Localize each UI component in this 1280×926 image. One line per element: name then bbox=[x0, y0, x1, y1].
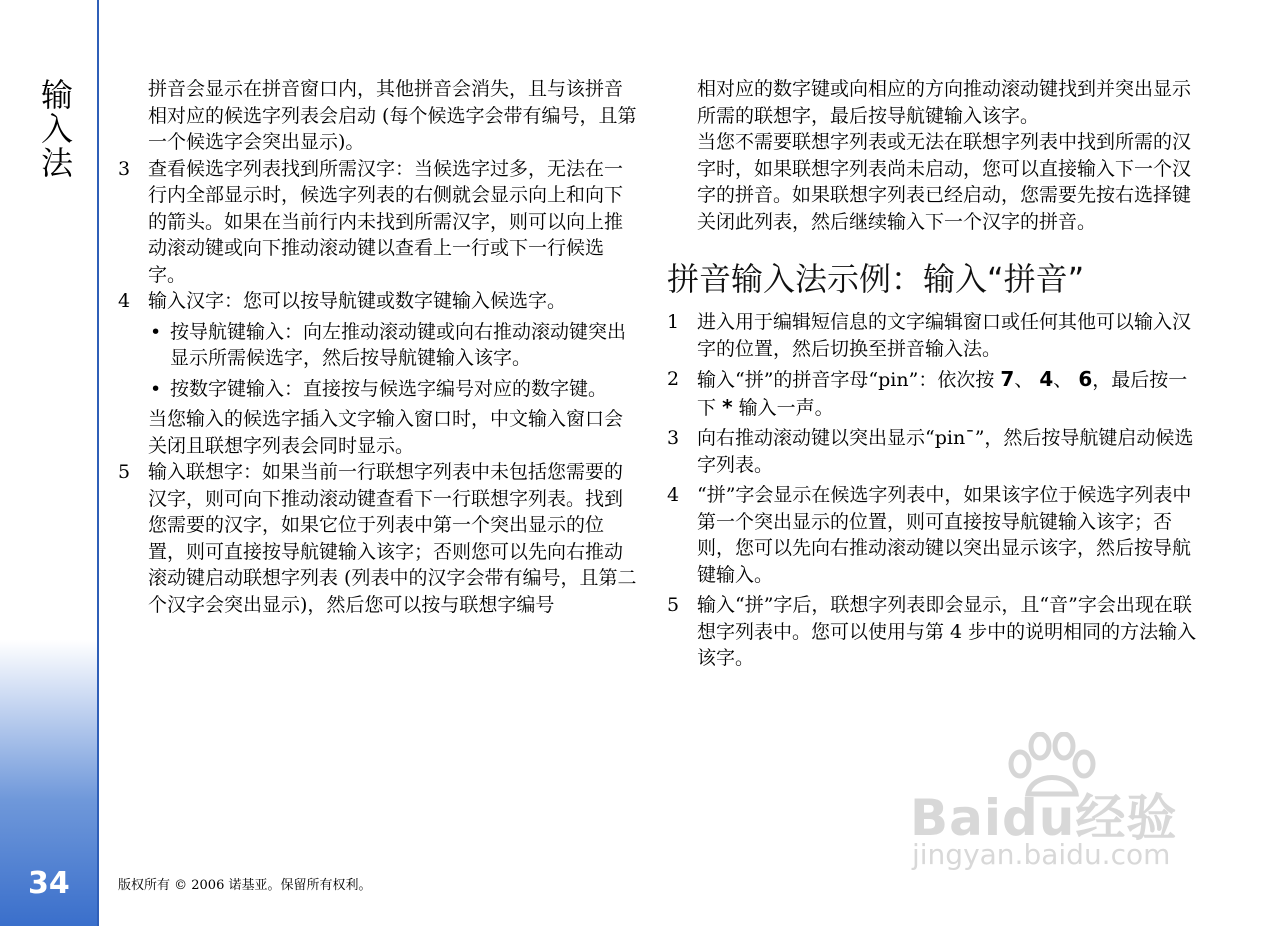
bullet-dot: • bbox=[150, 320, 162, 343]
watermark-logo: Baidu经验 bbox=[910, 789, 1178, 847]
key-4-icon: 4 bbox=[1039, 367, 1054, 391]
key-6-icon: 6 bbox=[1078, 367, 1093, 391]
section-title: 输入法 bbox=[36, 78, 74, 180]
separator: 、 bbox=[1014, 369, 1034, 391]
watermark-url: jingyan.baidu.com bbox=[912, 838, 1171, 871]
section-heading: 拼音输入法示例：输入“拼音” bbox=[667, 260, 1085, 298]
side-rule bbox=[97, 0, 99, 926]
example-step-2 bbox=[667, 366, 1197, 421]
bullet-text: 按数字键输入：直接按与候选字编号对应的数字键。 bbox=[170, 377, 608, 400]
continuation-paragraph: 相对应的数字键或向相应的方向推动滚动键找到并突出显示所需的联想字，最后按导航键输入该字。 bbox=[697, 78, 1192, 127]
step-number: 3 bbox=[667, 427, 680, 449]
example-step-5 bbox=[667, 592, 1197, 672]
step-4-note: 当您输入的候选字插入文字输入窗口时，中文输入窗口会关闭且联想字列表会同时显示。 bbox=[148, 408, 624, 457]
step-text: 向右推动滚动键以突出显示“pin¯”，然后按导航键启动候选字列表。 bbox=[697, 427, 1194, 476]
step-text: 输入一声。 bbox=[738, 396, 834, 419]
step-text: 输入“拼”字后，联想字列表即会显示，且“音”字会出现在联想字列表中。您可以使用与第 4 步中的说明相同的方法输入该字。 bbox=[697, 594, 1197, 669]
bullet-item bbox=[118, 376, 638, 403]
bullet-item bbox=[118, 319, 638, 372]
separator: 、 bbox=[1053, 369, 1073, 391]
bullet-dot: • bbox=[150, 377, 162, 400]
step-text: 输入联想字：如果当前一行联想字列表中未包括您需要的汉字，则可向下推动滚动键查看下一行联想字列表。找到您需要的汉字，如果它位于列表中第一个突出显示的位置，则可直接按导航键输入该字；否则您可以先向右推动滚动键启动联想字列表 (列表中的汉字会带有编号，且第二个汉字会突出显示)，然后您可以按与联想字编号 bbox=[148, 461, 637, 616]
star-key-icon: * bbox=[722, 394, 733, 419]
example-step-4 bbox=[667, 482, 1197, 588]
step-3 bbox=[118, 156, 638, 289]
step-text: “拼”字会显示在候选字列表中，如果该字位于候选字列表中第一个突出显示的位置，则可直接按导航键输入该字；否则，您可以先向右推动滚动键以突出显示该字，然后按导航键输入。 bbox=[697, 484, 1192, 586]
step-number: 1 bbox=[667, 311, 680, 333]
step-4 bbox=[118, 288, 638, 315]
step-number: 3 bbox=[118, 157, 131, 180]
left-column bbox=[118, 76, 638, 618]
step-text: 输入“拼”的拼音字母“pin”：依次按 bbox=[697, 369, 995, 391]
step-text: 进入用于编辑短信息的文字编辑窗口或任何其他可以输入汉字的位置，然后切换至拼音输入法。 bbox=[697, 311, 1192, 360]
page-number: 34 bbox=[28, 866, 70, 901]
step-text: 查看候选字列表找到所需汉字：当候选字过多，无法在一行内全部显示时，候选字列表的右侧就会显示向上和向下的箭头。如果在当前行内未找到所需汉字，则可以向上推动滚动键或向下推动滚动键以查看上一行或下一行候选字。 bbox=[148, 157, 624, 286]
example-step-1 bbox=[667, 309, 1197, 362]
example-step-3 bbox=[667, 425, 1197, 478]
step-number: 4 bbox=[667, 484, 680, 506]
key-7-icon: 7 bbox=[1000, 367, 1015, 391]
step-number: 2 bbox=[667, 368, 680, 390]
step-text: 输入汉字：您可以按导航键或数字键输入候选字。 bbox=[148, 290, 567, 312]
note-paragraph: 当您不需要联想字列表或无法在联想字列表中找到所需的汉字时，如果联想字列表尚未启动，您可以直接输入下一个汉字的拼音。如果联想字列表已经启动，您需要先按右选择键关闭此列表，然后继续输入下一个汉字的拼音。 bbox=[697, 131, 1192, 233]
step-number: 5 bbox=[667, 594, 680, 616]
right-column bbox=[667, 76, 1197, 672]
baidu-watermark bbox=[898, 732, 1218, 882]
intro-paragraph: 拼音会显示在拼音窗口内，其他拼音会消失，且与该拼音相对应的候选字列表会启动 (每个候选字会带有编号，且第一个候选字会突出显示)。 bbox=[148, 78, 637, 153]
step-number: 5 bbox=[118, 461, 131, 483]
copyright-footer: 版权所有 © 2006 诺基亚。保留所有权利。 bbox=[118, 878, 372, 893]
step-5 bbox=[118, 459, 638, 618]
bullet-text: 按导航键输入：向左推动滚动键或向右推动滚动键突出显示所需候选字，然后按导航键输入该字。 bbox=[170, 320, 627, 369]
step-number: 4 bbox=[118, 290, 131, 312]
step-text: ，最后按一下 bbox=[697, 369, 1188, 419]
